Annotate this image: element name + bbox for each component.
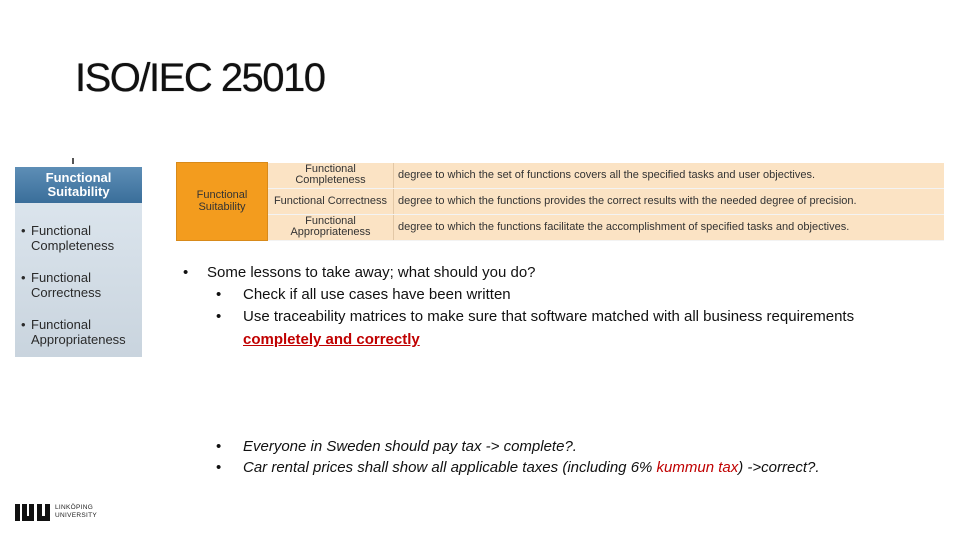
university-name-line1: LINKÖPING [55, 504, 94, 511]
card-item-correctness [21, 270, 141, 300]
subcategory-line1: Functional Correctness [273, 194, 388, 207]
table-row [177, 163, 945, 189]
table-subcategory-cell [268, 163, 394, 189]
example-text-pre: Car rental prices shall show all applicable taxes (including 6% [243, 459, 657, 476]
functional-suitability-card [15, 167, 142, 357]
subcategory-line1: Functional [305, 215, 356, 227]
bullet-icon: • [216, 286, 222, 303]
bullet-icon: • [216, 308, 222, 325]
definition-table [176, 162, 944, 241]
sub-bullet-text: Use traceability matrices to make sure that software matched with all business requirements [243, 308, 855, 325]
main-bullet-text: Some lessons to take away; what should you do? [207, 264, 536, 281]
bullet-icon: • [183, 264, 189, 281]
card-header-line2: Suitability [47, 184, 110, 199]
university-name [55, 504, 97, 520]
category-line1: Functional [196, 189, 248, 202]
table-row [177, 214, 945, 240]
slide-title: ISO/IEC 25010 [75, 56, 325, 100]
emphasis-completely-correctly: completely and correctly [243, 331, 420, 348]
card-item-completeness [21, 223, 141, 253]
card-item-list [21, 223, 141, 364]
card-item-line1: Functional [31, 270, 91, 285]
example-text-red: kummun tax [656, 459, 739, 476]
sub-bullet-text: Check if all use cases have been written [243, 286, 511, 303]
card-item-line2: Appropriateness [31, 332, 126, 347]
subcategory-line2: Completeness [295, 174, 366, 186]
table-row [177, 188, 945, 214]
card-item-line2: Correctness [31, 285, 102, 300]
card-item-appropriateness [21, 317, 141, 347]
table-description-cell: degree to which the functions facilitate the accomplishment of specified tasks and objectives. [394, 214, 945, 240]
card-item-line1: Functional [31, 317, 91, 332]
category-line2: Suitability [198, 201, 246, 214]
example-text-post: ) ->correct?. [738, 459, 820, 476]
card-header [15, 167, 142, 203]
bullet-icon: • [21, 270, 26, 285]
university-name-line2: UNIVERSITY [55, 512, 98, 519]
card-item-line2: Completeness [31, 238, 115, 253]
table-category-cell [177, 163, 268, 241]
subcategory-line2: Appropriateness [290, 226, 371, 238]
main-bullet [183, 264, 536, 281]
bullet-icon: • [216, 438, 222, 455]
table-subcategory-cell [268, 214, 394, 240]
table-subcategory-cell [268, 188, 394, 214]
table-description-cell: degree to which the set of functions covers all the specified tasks and user objectives. [394, 163, 945, 189]
example-text [243, 459, 820, 476]
bullet-icon: • [216, 459, 222, 476]
table-description-cell: degree to which the functions provides the correct results with the needed degree of precision. [394, 188, 945, 214]
tick-mark [72, 158, 74, 164]
bullet-icon: • [21, 223, 26, 238]
example-text: Everyone in Sweden should pay tax -> complete?. [243, 438, 577, 455]
card-item-line1: Functional [31, 223, 91, 238]
subcategory-line1: Functional [305, 163, 356, 175]
bullet-icon: • [21, 317, 26, 332]
card-header-line1: Functional [45, 170, 112, 185]
